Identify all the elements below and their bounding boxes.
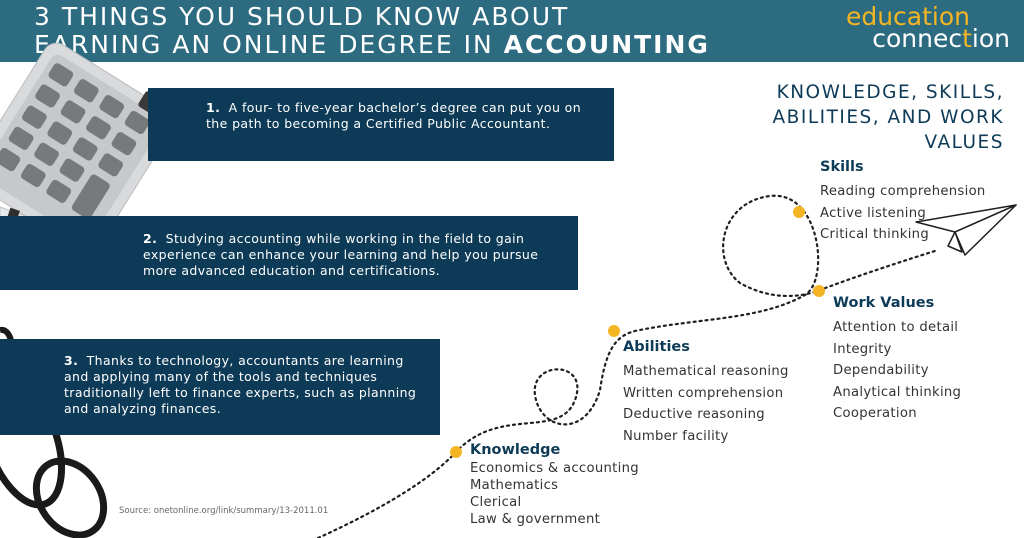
list-item: Cooperation [833,406,917,421]
fact-number: 1. [206,100,221,115]
list-item: Critical thinking [820,227,929,242]
list-item: Dependability [833,363,929,378]
fact-number: 2. [143,231,158,246]
work-values-list [833,317,961,425]
fact-panel-1 [148,88,614,161]
skills-heading: Skills [820,159,864,175]
title-line-2-text: EARNING AN ONLINE DEGREE IN [34,30,504,59]
kswv-title: KNOWLEDGE, SKILLS, ABILITIES, AND WORK VALUES [772,82,1004,153]
fact-panel-3 [0,339,440,435]
list-item: Economics & accounting [470,461,639,476]
fact-text: Studying accounting while working in the field to gain experience can enhance your learning and help you pursue more advanced education and certifications. [143,231,539,278]
fact-number: 3. [64,353,79,368]
list-item: Reading comprehension [820,184,986,199]
knowledge-heading: Knowledge [470,442,561,458]
list-item: Law & government [470,512,601,527]
list-item: Number facility [623,428,729,444]
list-item: Active listening [820,205,927,221]
list-item: Clerical [470,495,522,510]
skills-dot [793,206,805,218]
knowledge-list [470,460,639,528]
knowledge-dot [450,446,462,458]
skills-list [820,181,986,246]
fact-text: Thanks to technology, accountants are learning and applying many of the tools and techniques traditionally left to finance experts, such as planning and analyzing finances. [64,353,417,416]
work-values-dot [813,285,825,297]
title-accounting: ACCOUNTING [503,30,710,59]
abilities-heading: Abilities [623,339,690,355]
abilities-dot [608,325,620,337]
fact-text: A four- to five-year bachelor’s degree can put you on the path to becoming a Certified Public Accountant. [206,100,582,131]
abilities-list [623,361,789,447]
list-item: Mathematics [470,478,559,493]
logo-word-connection: connection [872,24,1010,53]
list-item: Deductive reasoning [623,407,765,422]
list-item: Integrity [833,341,892,357]
source-note: Source: onetonline.org/link/summary/13-2011.01 [119,506,329,516]
list-item: Written comprehension [623,385,784,401]
list-item: Mathematical reasoning [623,364,789,379]
title-line-1: 3 THINGS YOU SHOULD KNOW ABOUT [34,2,570,31]
list-item: Attention to detail [833,320,959,335]
work-values-heading: Work Values [833,295,935,311]
logo-word-education: education [845,2,970,31]
fact-panel-2 [0,216,578,290]
list-item: Analytical thinking [833,384,962,400]
